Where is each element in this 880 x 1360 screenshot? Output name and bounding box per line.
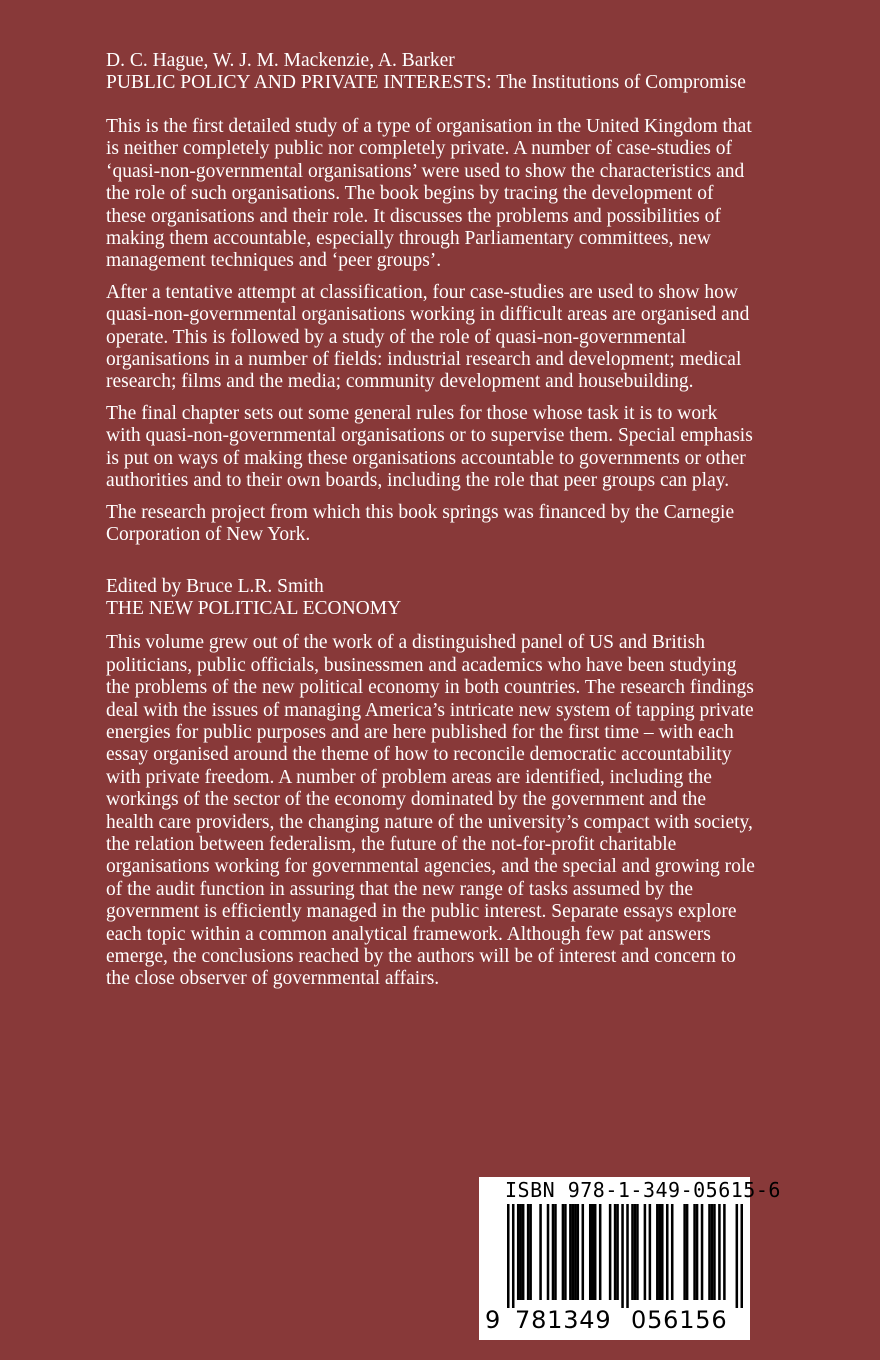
book1-paragraph-1: This is the first detailed study of a type of organisation in the United Kingdom that is neither completely public nor completely private. A number of case-studies of ‘quasi-non-governmental organisations’ were used to show the characteristics and the role of such organisations. The book begins by tracing the development of these organisations and their role. It discusses the problems and possibilities of making them accountable, especially through Parliamentary committees, new management techniques and ‘peer groups’. <box>106 116 752 272</box>
barcode-bar <box>512 1204 515 1308</box>
barcode-bar <box>507 1204 510 1308</box>
barcode-bar <box>609 1204 612 1300</box>
barcode-bar <box>693 1204 696 1300</box>
barcode-bar <box>569 1204 572 1300</box>
barcode-bar <box>599 1204 602 1300</box>
barcode-bar <box>517 1204 520 1300</box>
barcode-bar <box>656 1204 659 1300</box>
barcode-bar <box>519 1204 522 1300</box>
book1-title-main: PUBLIC POLICY AND PRIVATE INTERESTS <box>106 72 487 93</box>
barcode-bar <box>577 1204 580 1300</box>
book2-title: THE NEW POLITICAL ECONOMY <box>106 598 402 620</box>
barcode-bar <box>686 1204 689 1300</box>
barcode-bar <box>552 1204 555 1300</box>
barcode-bar <box>594 1204 597 1300</box>
barcode-bars <box>507 1204 743 1308</box>
ean-right-group: 056156 <box>631 1306 728 1334</box>
barcode-bar <box>636 1204 639 1300</box>
barcode-bar <box>562 1204 565 1300</box>
barcode-bar <box>718 1204 721 1300</box>
book1-paragraph-2: After a tentative attempt at classification, four case-studies are used to show how quasi-non-governmental organisations working in difficult areas are organised and operate. This is followed by a study of the role of quasi-non-governmental organisations in a number of fields: industrial research and development; medical research; films and the media; community development and housebuilding. <box>106 281 750 393</box>
blurb-column <box>106 50 756 991</box>
barcode-bar <box>564 1204 567 1300</box>
isbn-barcode <box>479 1177 781 1340</box>
book2-section <box>106 576 756 991</box>
barcode-bar <box>683 1204 686 1300</box>
ean-left-group: 781349 <box>515 1306 612 1334</box>
barcode-bar <box>701 1204 704 1300</box>
barcode-bar <box>621 1204 624 1308</box>
barcode-bar <box>708 1204 711 1300</box>
barcode-bar <box>539 1204 542 1300</box>
barcode-bar <box>634 1204 637 1300</box>
book1-section <box>106 50 756 546</box>
book2-editor: Edited by Bruce L.R. Smith <box>106 576 324 598</box>
barcode-bar <box>591 1204 594 1300</box>
barcode-bar <box>671 1204 674 1300</box>
barcode-bar <box>582 1204 585 1300</box>
barcode-bar <box>736 1204 739 1308</box>
barcode-bar <box>713 1204 716 1300</box>
ean-first-digit: 9 <box>485 1306 501 1334</box>
barcode-bar <box>649 1204 652 1300</box>
barcode-bar <box>711 1204 714 1300</box>
barcode-bar <box>527 1204 530 1300</box>
book1-title <box>106 72 756 94</box>
barcode-bar <box>574 1204 577 1300</box>
barcode-bar <box>572 1204 575 1300</box>
book2-paragraph: This volume grew out of the work of a distinguished panel of US and British politicians, public officials, businessmen and academics who have been studying the problems of the new political economy in both countries. The research findings deal with the issues of managing America’s intricate new system of tapping private energies for public purposes and are here published for the first time – with each essay organised around the theme of how to reconcile democratic accountability with private freedom. A number of problem areas are identified, including the workings of the sector of the economy dominated by the government and the health care providers, the changing nature of the university’s compact with society, the relation between federalism, the future of the not-for-profit charitable organisations working for governmental agencies, and the special and growing role of the audit function in assuring that the new range of tasks assumed by the government is efficiently managed in the public interest. Separate essays explore each topic within a common analytical framework. Although few pat answers emerge, the conclusions reached by the authors will be of interest and concern to the close observer of governmental affairs. <box>106 632 755 990</box>
barcode-bar <box>723 1204 726 1300</box>
book1-authors: D. C. Hague, W. J. M. Mackenzie, A. Barker <box>106 50 455 71</box>
barcode-bar <box>661 1204 664 1300</box>
barcode-bar <box>614 1204 617 1300</box>
book1-title-sub: : The Institutions of Compromise <box>486 72 746 93</box>
barcode-bar <box>522 1204 525 1300</box>
barcode-bar <box>529 1204 532 1300</box>
barcode-bar <box>626 1204 629 1308</box>
barcode-bar <box>644 1204 647 1300</box>
barcode-bar <box>696 1204 699 1300</box>
book1-paragraph-3: The final chapter sets out some general rules for those whose task it is to work with quasi-non-governmental organisations or to supervise them. Special emphasis is put on ways of making these organisations accountable to governments or other authorities and to their own boards, including the role that peer groups can play. <box>106 402 753 492</box>
barcode-bar <box>631 1204 634 1300</box>
barcode-bar <box>589 1204 592 1300</box>
barcode-bar <box>659 1204 662 1300</box>
barcode-bar <box>666 1204 669 1300</box>
barcode-bar <box>741 1204 743 1308</box>
barcode-graphic <box>507 1204 743 1308</box>
barcode-bar <box>554 1204 557 1300</box>
isbn-label: ISBN 978-1-349-05615-6 <box>505 1178 781 1202</box>
barcode-bar <box>547 1204 550 1300</box>
barcode-bar <box>616 1204 619 1300</box>
book1-paragraph-4: The research project from which this book springs was financed by the Carnegie Corporation of New York. <box>106 501 735 545</box>
